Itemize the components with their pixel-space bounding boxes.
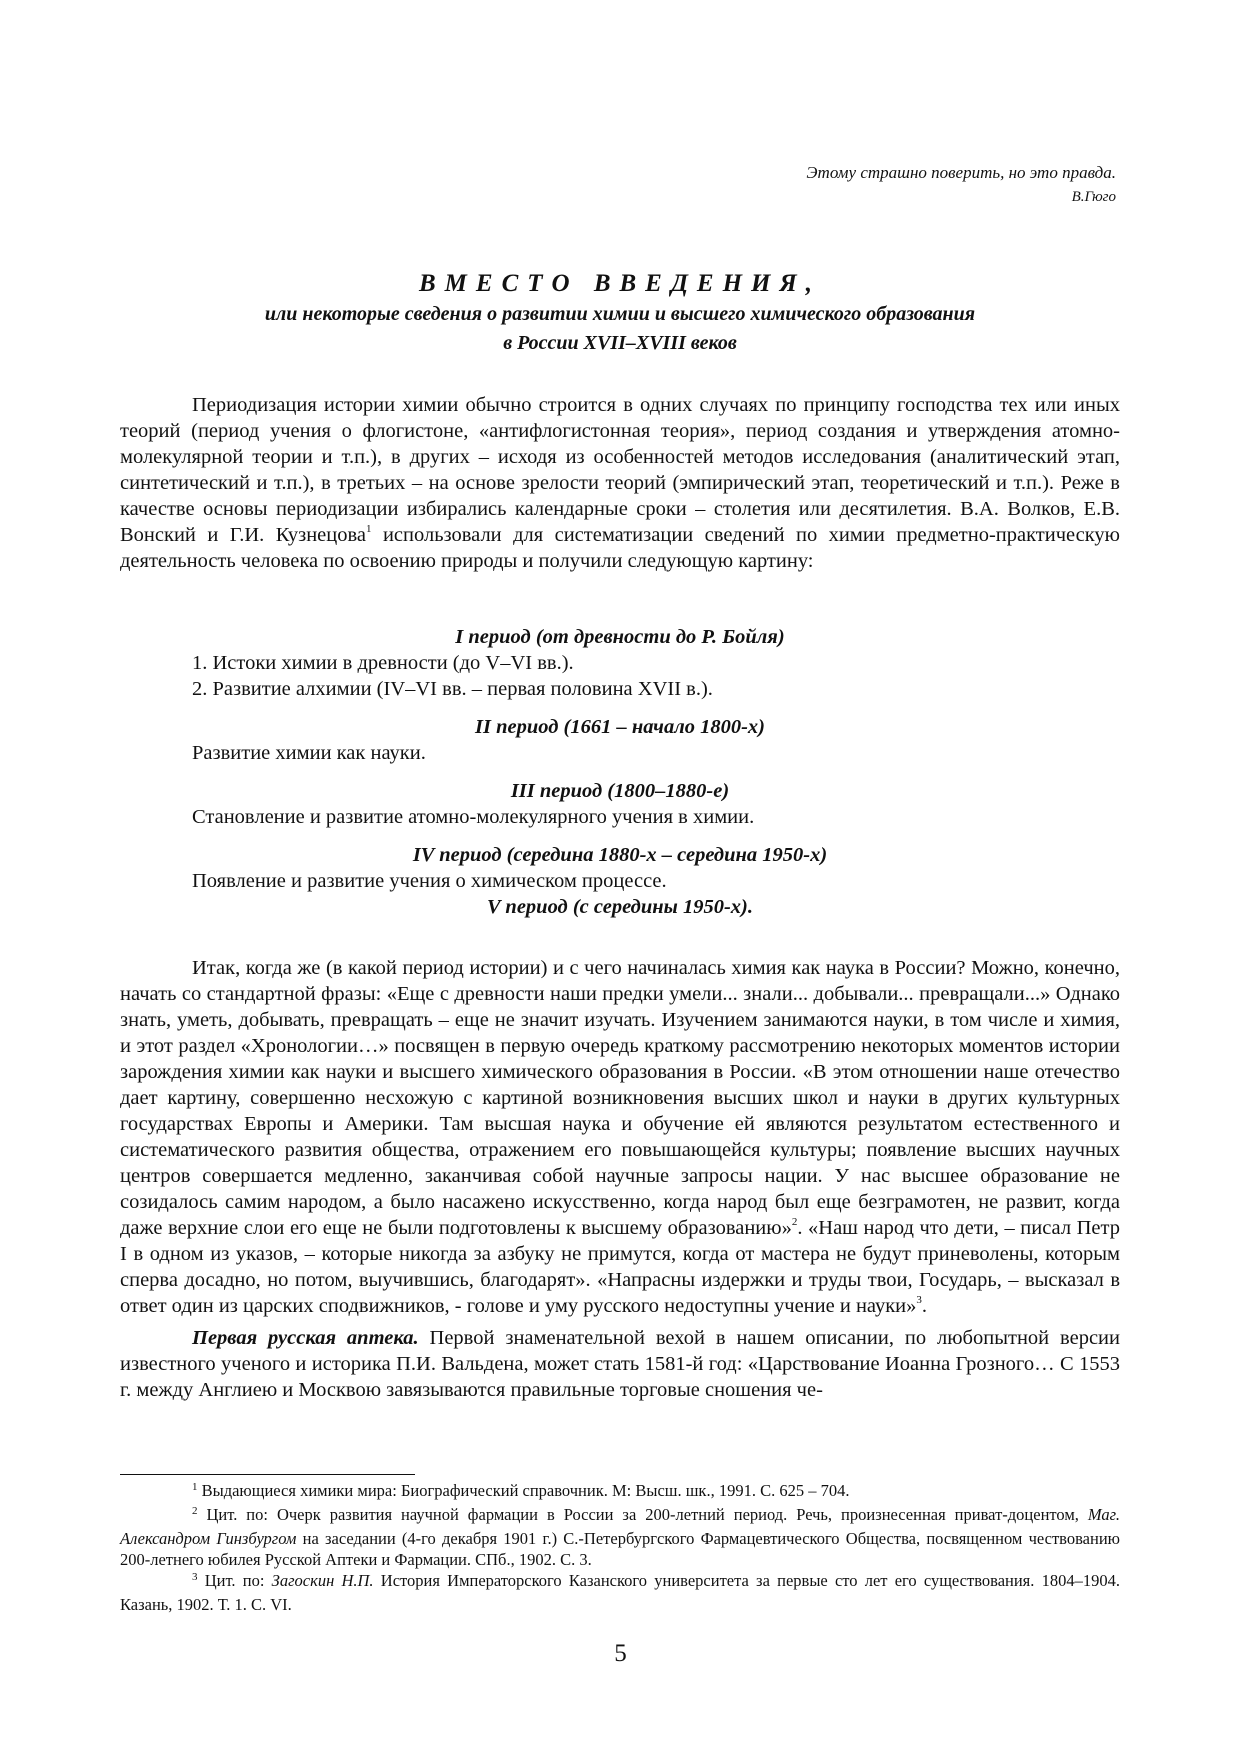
footnote-2-author: Маг. Александром Гинзбургом <box>120 1505 1120 1548</box>
footnotes <box>120 1480 1120 1615</box>
chapter-title <box>120 268 1120 358</box>
intro-paragraph <box>120 392 1120 574</box>
footnote-2-number: 2 <box>192 1505 198 1517</box>
main-text-b: . «Наш народ что дети, – писал Петр I в одном из указов, – которые никогда за азбуку не примутся, когда от мастера не будут приневолены, которым сперва досадно, но потом, выучившись, благодарят». «Напрасны издержки и труды твои, Государь, – высказал в ответ один из царских сподвижников, - голове и уму русского недоступны учение и науки» <box>120 1217 1120 1317</box>
period-2-text: Развитие химии как науки. <box>192 742 426 764</box>
footnote-ref-3[interactable]: 3 <box>916 1294 922 1307</box>
period-2-title: II период (1661 – начало 1800-х) <box>474 716 765 738</box>
chapter-subtitle-line-1: или некоторые сведения о развитии химии и высшего химического образования <box>264 303 976 325</box>
period-1-item-1: 1. Истоки химии в древности (до V–VI вв.). <box>192 652 574 674</box>
period-3-title: III период (1800–1880-е) <box>510 780 730 802</box>
chapter-subtitle-line-2: в России XVII–XVIII веков <box>503 332 737 354</box>
footnote-2-text-b: на заседании (4-го декабря 1901 г.) С.-Петербургского Фармацевтического Общества, посвященном чествованию 200-летнего юбилея Русской Аптеки и Фармации. СПб., 1902. С. 3. <box>120 1529 1120 1569</box>
period-4-title: IV период (середина 1880-х – середина 1950-х) <box>412 844 828 866</box>
footnote-2 <box>120 1504 1120 1570</box>
footnote-3-text-b: История Императорского Казанского университета за первые сто лет его существования. 1804–1904. Казань, 1902. Т. 1. С. VI. <box>120 1571 1120 1614</box>
pharmacy-text: Первой знаменательной вехой в нашем описании, по любопытной версии известного ученого и историка П.И. Вальдена, может стать 1581-й год: «Царствование Иоанна Грозного… С 1553 г. между Англиею и Москвою завязываются правильные торговые сношения че- <box>120 1327 1120 1401</box>
footnote-divider <box>120 1474 415 1475</box>
period-5-title: V период (с середины 1950-х). <box>487 896 753 918</box>
intro-text-b: использовали для систематизации сведений по химии предметно-практическую деятельность человека по освоению природы и получили следующую картину: <box>120 524 1120 572</box>
footnote-1-text: Выдающиеся химики мира: Биографический справочник. М: Высш. шк., 1991. С. 625 – 704. <box>197 1481 850 1500</box>
footnote-1 <box>120 1480 1120 1504</box>
period-1-item-2: 2. Развитие алхимии (IV–VI вв. – первая половина XVII в.). <box>192 678 713 700</box>
epigraph <box>806 160 1116 210</box>
pharmacy-lead: Первая русская аптека. <box>192 1327 419 1349</box>
footnote-2-text-a: Цит. по: Очерк развития научной фармации в России за 200-летний период. Речь, произнесенная приват-доцентом, <box>197 1505 1088 1524</box>
main-text-c: . <box>921 1295 928 1317</box>
footnote-ref-2[interactable]: 2 <box>791 1216 798 1229</box>
period-3-text: Становление и развитие атомно-молекулярного учения в химии. <box>192 806 755 828</box>
period-1-title: I период (от древности до Р. Бойля) <box>455 626 785 648</box>
footnote-ref-1[interactable]: 1 <box>366 523 372 536</box>
footnote-3-text-a: Цит. по: <box>197 1571 272 1590</box>
pharmacy-paragraph <box>120 1325 1120 1403</box>
periodization-list <box>120 624 1120 920</box>
footnote-3-author: Загоскин Н.П. <box>271 1571 374 1590</box>
period-4-text: Появление и развитие учения о химическом процессе. <box>192 870 667 892</box>
footnote-3 <box>120 1570 1120 1615</box>
footnote-3-number: 3 <box>192 1571 198 1583</box>
main-text-a: Итак, когда же (в какой период истории) и с чего начиналась химия как наука в России? Можно, конечно, начать со стандартной фразы: «Еще с древности наши предки умели... знали... добывали... превращали...» Однако знать, уметь, добывать, превращать – еще не значит изучать. Изучением занимаются науки, в том числе и химия, и этот раздел «Хронологии…» посвящен в первую очередь краткому рассмотрению некоторых моментов истории зарождения химии как науки и высшего химического образования в России. «В этом отношении наше отечество дает картину, совершенно несхожую с картиной возникновения высших школ и науки в других культурных государствах Европы и Америки. Там высшая наука и обучение ей являются результатом естественного и систематического развития общества, отражением его повышающейся культуры; появление высших научных центров совершается медленно, заканчивая собой научные запросы нации. У нас высшее образование не созидалось самим народом, а было насажено искусственно, когда народ был еще безграмотен, не развит, когда даже верхние слои его еще не были подготовлены к высшему образованию» <box>120 957 1120 1239</box>
page-number: 5 <box>614 1640 627 1667</box>
footnote-1-number: 1 <box>192 1481 198 1493</box>
intro-text-a: Периодизация истории химии обычно строится в одних случаях по принципу господства тех или иных теорий (период учения о флогистоне, «антифлогистонная теория», период создания и утверждения атомно-молекулярной теории и т.п.), в других – исходя из особенностей методов исследования (аналитический этап, синтетический и т.п.), в третьих – на основе зрелости теорий (эмпирический этап, теоретический и т.п.). Реже в качестве основы периодизации избирались календарные сроки – столетия или десятилетия. В.А. Волков, Е.В. Вонский и Г.И. Кузнецова <box>120 394 1120 546</box>
epigraph-author: В.Гюго <box>1071 189 1116 205</box>
epigraph-quote: Этому страшно поверить, но это правда. <box>806 163 1116 182</box>
chapter-title-main: ВМЕСТО ВВЕДЕНИЯ, <box>419 270 821 297</box>
main-paragraph <box>120 955 1120 1403</box>
